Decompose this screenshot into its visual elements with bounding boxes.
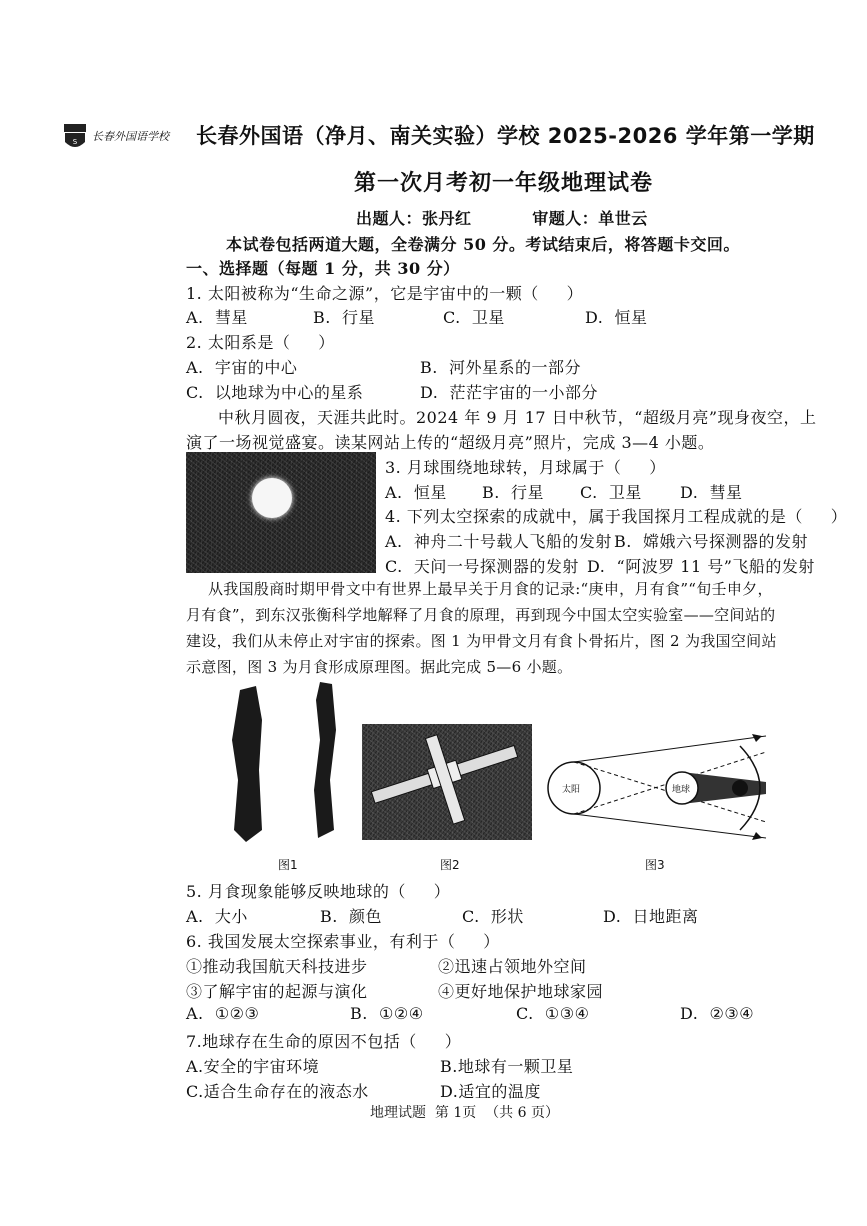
earth-label: 地球 (672, 785, 691, 795)
space-station-icon (362, 724, 532, 840)
question-1-option-d: D. 恒星 (585, 308, 648, 327)
question-3-option-c: C. 卫星 (580, 483, 642, 502)
oracle-bone-left (232, 686, 262, 842)
question-7-option-a: A.安全的宇宙环境 (186, 1057, 320, 1076)
question-3-stem: 3. 月球围绕地球转，月球属于（ ） (385, 458, 666, 477)
question-5-stem: 5. 月食现象能够反映地球的（ ） (186, 882, 451, 901)
question-5-option-b: B. 颜色 (320, 907, 383, 926)
exam-title-line2: 第一次月考初一年级地理试卷 (354, 171, 654, 196)
question-6-option-d: D. ②③④ (680, 1004, 755, 1023)
question-5-option-d: D. 日地距离 (603, 907, 699, 926)
question-4-stem: 4. 下列太空探索的成就中，属于我国探月工程成就的是（ ） (385, 507, 848, 526)
question-5-option-a: A. 大小 (186, 907, 248, 926)
svg-text:S: S (72, 138, 78, 146)
passage-2-line-3: 建设，我们从未停止对宇宙的探索。图 1 为甲骨文月有食卜骨拓片，图 2 为我国空间站 (186, 632, 777, 650)
question-3-option-b: B. 行星 (482, 483, 545, 502)
passage-1-line-2: 演了一场视觉盛宴。读某网站上传的“超级月亮”照片，完成 3—4 小题。 (186, 433, 715, 452)
passage-2-line-1: 从我国殷商时期甲骨文中有世界上最早关于月食的记录:“庚申，月有食”“旬壬申夕， (208, 580, 773, 598)
school-logo (62, 122, 180, 152)
question-1-option-c: C. 卫星 (443, 308, 505, 327)
question-6-statement-1: ①推动我国航天科技进步 (186, 957, 368, 976)
question-6-statement-3: ③了解宇宙的起源与演化 (186, 982, 368, 1001)
intro-line: 本试卷包括两道大题，全卷满分 50 分。考试结束后，将答题卡交回。 (226, 235, 740, 254)
question-6-option-a: A. ①②③ (186, 1004, 260, 1023)
school-emblem-icon (62, 122, 88, 152)
authors-line: 出题人：张丹红 审题人：单世云 (356, 209, 648, 228)
super-moon-photo (186, 452, 376, 573)
figure-3-caption: 图3 (645, 858, 665, 872)
question-1-option-b: B. 行星 (313, 308, 376, 327)
question-7-option-d: D.适宜的温度 (440, 1082, 541, 1101)
oracle-bone-right (314, 682, 336, 838)
passage-2-line-2: 月有食”，到东汉张衡科学地解释了月食的原理，再到现今中国太空实验室——空间站的 (186, 606, 776, 624)
question-2-option-a: A. 宇宙的中心 (186, 358, 298, 377)
question-6-statement-2: ②迅速占领地外空间 (438, 957, 587, 976)
moon-disc (252, 478, 292, 518)
sun-label: 太阳 (562, 785, 581, 795)
passage-2-line-4: 示意图，图 3 为月食形成原理图。据此完成 5—6 小题。 (186, 658, 573, 676)
page-footer: 地理试题 第 1页 （共 6 页） (370, 1105, 559, 1121)
figure-3-lunar-eclipse-diagram (540, 732, 772, 842)
question-4-option-c: C. 天问一号探测器的发射 (385, 557, 579, 576)
figure-2-caption: 图2 (440, 858, 460, 872)
question-2-option-b: B. 河外星系的一部分 (420, 358, 582, 377)
question-1-option-a: A. 彗星 (186, 308, 248, 327)
question-2-stem: 2. 太阳系是（ ） (186, 333, 335, 352)
question-6-stem: 6. 我国发展太空探索事业，有利于（ ） (186, 932, 500, 951)
question-4-option-b: B. 嫦娥六号探测器的发射 (614, 532, 809, 551)
moon-circle (732, 780, 748, 796)
question-6-option-c: C. ①③④ (516, 1004, 590, 1023)
question-2-option-c: C. 以地球为中心的星系 (186, 383, 364, 402)
question-3-option-d: D. 彗星 (680, 483, 743, 502)
question-5-option-c: C. 形状 (462, 907, 524, 926)
figure-2-space-station-photo (362, 724, 532, 840)
figure-1-oracle-bone-rubbing (226, 680, 350, 850)
exam-title-line1: 长春外国语（净月、南关实验）学校 2025-2026 学年第一学期 (196, 124, 815, 148)
question-1-stem: 1. 太阳被称为“生命之源”，它是宇宙中的一颗（ ） (186, 284, 584, 303)
question-6-option-b: B. ①②④ (350, 1004, 424, 1023)
question-6-statement-4: ④更好地保护地球家园 (438, 982, 604, 1001)
question-4-option-a: A. 神舟二十号载人飞船的发射 (385, 532, 612, 551)
question-2-option-d: D. 茫茫宇宙的一小部分 (420, 383, 599, 402)
section-heading: 一、选择题（每题 1 分，共 30 分） (186, 259, 460, 278)
question-3-option-a: A. 恒星 (385, 483, 447, 502)
question-7-stem: 7.地球存在生命的原因不包括（ ） (186, 1032, 462, 1051)
question-7-option-b: B.地球有一颗卫星 (440, 1057, 574, 1076)
figure-1-caption: 图1 (278, 858, 298, 872)
school-logo-text: 长春外国语学校 (92, 130, 169, 143)
question-7-option-c: C.适合生命存在的液态水 (186, 1082, 369, 1101)
question-4-option-d: D. “阿波罗 11 号”飞船的发射 (587, 557, 815, 576)
passage-1-line-1: 中秋月圆夜，天涯共此时。2024 年 9 月 17 日中秋节，“超级月亮”现身夜空，上 (218, 408, 817, 427)
